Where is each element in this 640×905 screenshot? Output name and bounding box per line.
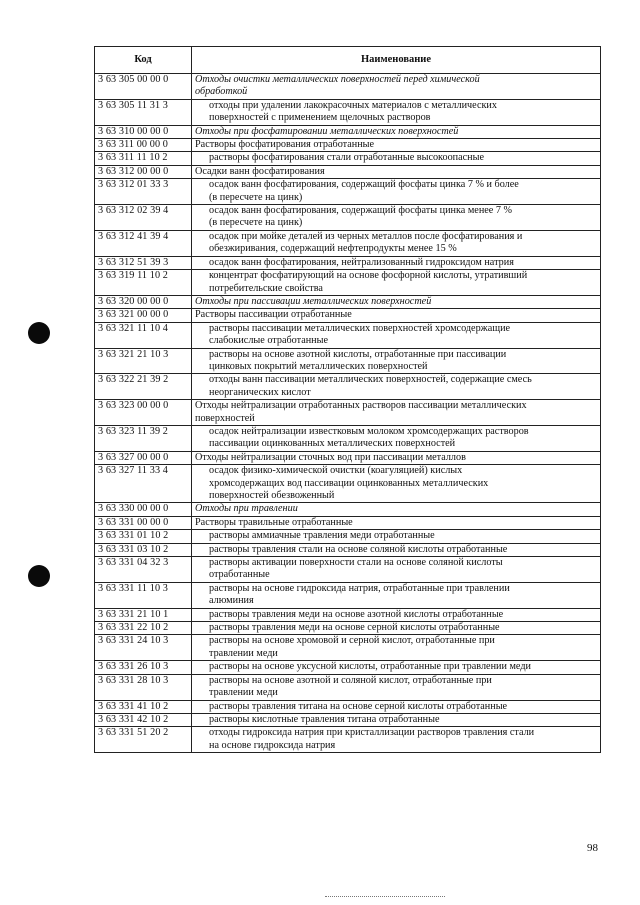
waste-code-cell: 3 63 331 26 10 3 [95, 661, 192, 674]
table-row [95, 635, 601, 661]
waste-code-cell: 3 63 327 11 33 4 [95, 465, 192, 503]
waste-name-cell [192, 400, 601, 426]
waste-name-cell [192, 674, 601, 700]
waste-name-cell [192, 503, 601, 516]
waste-name-line: поверхностей с применением щелочных растворов [209, 112, 431, 124]
waste-name-line: растворы кислотные травления титана отработанные [209, 713, 440, 725]
waste-name-line: слабокислые отработанные [209, 335, 328, 347]
waste-code-cell: 3 63 321 11 10 4 [95, 322, 192, 348]
table-row [95, 713, 601, 726]
waste-name-line: осадок нейтрализации известковым молоком хромсодержащих растворов [209, 425, 529, 437]
waste-code-cell: 3 63 331 51 20 2 [95, 727, 192, 753]
waste-code-cell: 3 63 331 22 10 2 [95, 622, 192, 635]
waste-name-line: цинковых покрытий металлических поверхностей [209, 360, 428, 372]
waste-name-cell [192, 516, 601, 529]
table-header-row [95, 47, 601, 74]
waste-code-cell: 3 63 312 51 39 3 [95, 256, 192, 269]
waste-name-line: хромсодержащих вод пассивации оцинкованных металлических [209, 477, 489, 489]
waste-name-line: растворы активации поверхности стали на основе соляной кислоты [209, 557, 503, 569]
waste-code-cell: 3 63 331 42 10 2 [95, 713, 192, 726]
waste-code-cell: 3 63 331 03 10 2 [95, 543, 192, 556]
table-row [95, 557, 601, 583]
waste-name-cell [192, 713, 601, 726]
table-row [95, 503, 601, 516]
waste-code-cell: 3 63 312 02 39 4 [95, 205, 192, 231]
waste-name-line: растворы на основе азотной кислоты, отработанные при пассивации [209, 348, 507, 360]
table-row [95, 270, 601, 296]
waste-code-cell: 3 63 331 00 00 0 [95, 516, 192, 529]
waste-name-line: растворы на основе гидроксида натрия, отработанные при травлении [209, 582, 510, 594]
table-row [95, 99, 601, 125]
waste-name-cell [192, 74, 601, 100]
table-row [95, 139, 601, 152]
waste-name-line: Отходы при фосфатировании металлических поверхностей [195, 125, 459, 137]
waste-name-line: травлении меди [209, 687, 278, 699]
waste-code-cell: 3 63 310 00 00 0 [95, 125, 192, 138]
waste-name-cell [192, 125, 601, 138]
waste-code-cell: 3 63 331 01 10 2 [95, 530, 192, 543]
waste-name-line: отходы при удалении лакокрасочных материалов с металлических [209, 99, 497, 111]
table-row [95, 530, 601, 543]
waste-name-line: пассивации оцинкованных металлических поверхностей [209, 438, 456, 450]
waste-code-cell: 3 63 331 21 10 1 [95, 608, 192, 621]
waste-name-line: растворы травления стали на основе соляной кислоты отработанные [209, 543, 508, 555]
waste-name-cell [192, 700, 601, 713]
waste-code-table [94, 46, 601, 753]
waste-name-line: Осадки ванн фосфатирования [195, 165, 325, 177]
scan-artifact-line [325, 896, 445, 898]
table-row [95, 179, 601, 205]
waste-name-line: Растворы пассивации отработанные [195, 309, 352, 321]
waste-name-line: на основе гидроксида натрия [209, 739, 336, 751]
waste-name-cell [192, 99, 601, 125]
table-row [95, 425, 601, 451]
waste-name-cell [192, 309, 601, 322]
waste-code-cell: 3 63 331 11 10 3 [95, 582, 192, 608]
waste-name-line: неорганических кислот [209, 386, 311, 398]
waste-name-line: (в пересчете на цинк) [209, 191, 303, 203]
waste-code-cell: 3 63 331 24 10 3 [95, 635, 192, 661]
waste-code-cell: 3 63 330 00 00 0 [95, 503, 192, 516]
table-row [95, 205, 601, 231]
waste-code-cell: 3 63 311 00 00 0 [95, 139, 192, 152]
waste-name-line: осадок ванн фосфатирования, содержащий фосфаты цинка 7 % и более [209, 179, 519, 191]
waste-code-cell: 3 63 319 11 10 2 [95, 270, 192, 296]
table-row [95, 309, 601, 322]
table-row [95, 165, 601, 178]
binder-hole [28, 565, 50, 587]
table-row [95, 74, 601, 100]
waste-name-cell [192, 270, 601, 296]
waste-name-line: осадок при мойке деталей из черных металлов после фосфатирования и [209, 230, 523, 242]
waste-name-line: растворы на основе уксусной кислоты, отработанные при травлении меди [209, 661, 531, 673]
waste-name-cell [192, 530, 601, 543]
waste-name-cell [192, 295, 601, 308]
table-row [95, 322, 601, 348]
waste-name-cell [192, 661, 601, 674]
waste-code-cell: 3 63 322 21 39 2 [95, 374, 192, 400]
waste-name-line: Растворы травильные отработанные [195, 516, 353, 528]
column-header-code: Код [95, 47, 192, 74]
waste-name-cell [192, 635, 601, 661]
waste-name-line: отходы гидроксида натрия при кристаллизации растворов травления стали [209, 727, 535, 739]
waste-name-cell [192, 374, 601, 400]
table-row [95, 152, 601, 165]
waste-name-line: растворы травления меди на основе серной кислоты отработанные [209, 622, 500, 634]
waste-name-line: Отходы при пассивации металлических поверхностей [195, 295, 432, 307]
column-header-name: Наименование [192, 47, 601, 74]
waste-code-cell: 3 63 323 11 39 2 [95, 425, 192, 451]
waste-name-line: поверхностей [195, 412, 255, 424]
page-number: 98 [587, 842, 598, 854]
waste-name-line: осадок ванн фосфатирования, содержащий фосфаты цинка менее 7 % [209, 205, 512, 217]
waste-name-cell [192, 582, 601, 608]
waste-name-line: поверхностей обезвоженный [209, 490, 335, 501]
waste-name-line: осадок ванн фосфатирования, нейтрализованный гидроксидом натрия [209, 256, 514, 268]
table-row [95, 348, 601, 374]
waste-name-cell [192, 230, 601, 256]
waste-code-cell: 3 63 305 00 00 0 [95, 74, 192, 100]
table-row [95, 465, 601, 503]
waste-name-cell [192, 348, 601, 374]
table-row [95, 661, 601, 674]
waste-name-cell [192, 727, 601, 753]
table-row [95, 451, 601, 464]
waste-name-line: (в пересчете на цинк) [209, 217, 303, 229]
waste-code-cell: 3 63 320 00 00 0 [95, 295, 192, 308]
waste-name-cell [192, 179, 601, 205]
waste-code-cell: 3 63 321 21 10 3 [95, 348, 192, 374]
waste-code-cell: 3 63 311 11 10 2 [95, 152, 192, 165]
waste-code-cell: 3 63 331 28 10 3 [95, 674, 192, 700]
waste-name-line: растворы на основе азотной и соляной кислот, отработанные при [209, 674, 492, 686]
waste-name-cell [192, 608, 601, 621]
waste-name-line: отработанные [209, 569, 270, 581]
waste-name-line: Растворы фосфатирования отработанные [195, 139, 375, 151]
table-row [95, 582, 601, 608]
waste-name-line: растворы фосфатирования стали отработанные высокоопасные [209, 152, 484, 164]
waste-name-line: осадок физико-химической очистки (коагуляцией) кислых [209, 465, 463, 477]
binder-hole [28, 322, 50, 344]
waste-code-cell: 3 63 331 04 32 3 [95, 557, 192, 583]
waste-name-line: обезжиривания, содержащий нефтепродукты менее 15 % [209, 243, 457, 255]
table-row [95, 727, 601, 753]
waste-code-cell: 3 63 323 00 00 0 [95, 400, 192, 426]
waste-name-cell [192, 622, 601, 635]
waste-name-cell [192, 557, 601, 583]
waste-name-cell [192, 465, 601, 503]
waste-code-cell: 3 63 331 41 10 2 [95, 700, 192, 713]
table-body [95, 74, 601, 753]
table-row [95, 256, 601, 269]
waste-name-line: растворы пассивации металлических поверхностей хромсодержащие [209, 322, 511, 334]
waste-name-line: растворы травления титана на основе серной кислоты отработанные [209, 700, 508, 712]
waste-name-cell [192, 139, 601, 152]
waste-code-cell: 3 63 312 41 39 4 [95, 230, 192, 256]
waste-code-cell: 3 63 312 00 00 0 [95, 165, 192, 178]
waste-name-line: алюминия [209, 595, 254, 607]
waste-name-cell [192, 451, 601, 464]
waste-name-cell [192, 543, 601, 556]
waste-name-line: травлении меди [209, 647, 278, 659]
waste-name-line: обработкой [195, 86, 248, 98]
waste-name-cell [192, 165, 601, 178]
waste-name-line: отходы ванн пассивации металлических поверхностей, содержащие смесь [209, 374, 532, 386]
waste-code-cell: 3 63 327 00 00 0 [95, 451, 192, 464]
waste-name-line: Отходы очистки металлических поверхностей перед химической [195, 74, 480, 85]
waste-name-cell [192, 205, 601, 231]
table-row [95, 674, 601, 700]
waste-name-cell [192, 152, 601, 165]
table-row [95, 516, 601, 529]
table-row [95, 608, 601, 621]
waste-name-line: растворы на основе хромовой и серной кислот, отработанные при [209, 635, 495, 647]
waste-name-cell [192, 425, 601, 451]
waste-name-line: Отходы при травлении [195, 503, 298, 515]
waste-name-line: потребительские свойства [209, 282, 323, 294]
table-row [95, 230, 601, 256]
waste-name-line: концентрат фосфатирующий на основе фосфорной кислоты, утративший [209, 270, 528, 282]
waste-name-cell [192, 256, 601, 269]
table-row [95, 622, 601, 635]
waste-name-line: растворы травления меди на основе азотной кислоты отработанные [209, 608, 504, 620]
waste-code-cell: 3 63 321 00 00 0 [95, 309, 192, 322]
table-row [95, 700, 601, 713]
waste-name-cell [192, 322, 601, 348]
waste-code-cell: 3 63 305 11 31 3 [95, 99, 192, 125]
table-row [95, 295, 601, 308]
table-row [95, 543, 601, 556]
waste-name-line: растворы аммиачные травления меди отработанные [209, 530, 435, 542]
waste-code-cell: 3 63 312 01 33 3 [95, 179, 192, 205]
waste-name-line: Отходы нейтрализации сточных вод при пассивации металлов [195, 451, 466, 463]
table-row [95, 400, 601, 426]
table-row [95, 374, 601, 400]
waste-name-line: Отходы нейтрализации отработанных растворов пассивации металлических [195, 400, 527, 412]
table-row [95, 125, 601, 138]
